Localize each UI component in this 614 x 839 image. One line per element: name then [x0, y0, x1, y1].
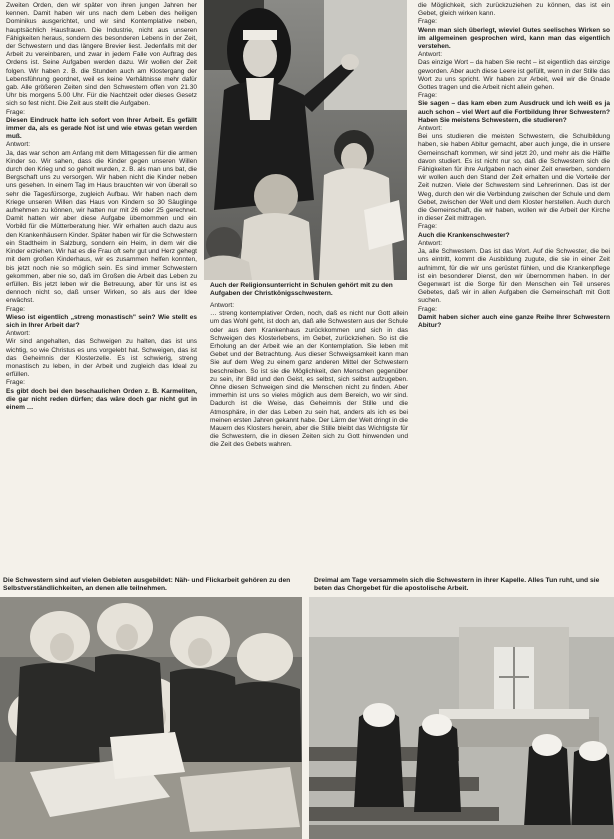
speaker-label: Frage: [6, 379, 25, 387]
interview-question: Damit haben sicher auch eine ganze Reihe Ihrer Schwestern Abitur? [418, 313, 610, 329]
speaker-label: Antwort: [6, 330, 31, 338]
body-paragraph: Ja, das war schon am Anfang mit dem Mittagessen für die armen Kinder so. Wir sahen, dass die Kinder gegen unseren Willen durch den Krieg und so geholt wurden, z. B. als man uns bat, die Bergschaft uns zu versorgen. Wir haben nicht die Kinder neben uns gesehen. In einem Tag im Haus brauchten wir von überall so sehr die Tagesfürsorge, zugleich Aufbau. Wir haben nach dem Kriege unseren Willen das Haus von Kindern so 30 Säuglinge aufnehmen zu können, wir hatten nur mit 26 oder 25 gerechnet. Damit hatten wir aber diese Aufgabe übernommen und ein Vorbild für die Mütterberatung hier. Wir erhalten auch dazu aus den Krankenhäusern Kinder. Später haben wir für die Schwestern ein Stadtheim in Salzburg, sondern ein Heim, in dem wir die Kinder erziehen. Wir hat es die Frau oft sehr gut und Herz gehegt mit dem großen Kinderhaus, wir es zusammen helfen konnten, bis jetzt noch nie so möglich sein. Es sind immer Schwestern gekommen, aber nie so, daß im Großen die Arbeit das Leben zu erfüllen. Bis jetzt leben wir die Betreuung, aber für uns ist es dennoch nicht so, daß unser Wirken, so als aus der Idee erwächst. [6, 149, 197, 305]
body-paragraph: die Möglichkeit, sich zurückzuziehen zu können, das ist ein Gebet, gleich wirken kann. [418, 2, 610, 18]
speaker-label: Antwort: [418, 239, 443, 247]
speaker-label: Frage: [418, 305, 437, 313]
photo-caption-chapel: Dreimal am Tage versammeln sich die Schwestern in ihrer Kapelle. Alles Tun ruht, und sie beten das Chorgebet für die apostolische Arbeit. [314, 577, 600, 593]
photo-nuns-sewing [0, 597, 302, 839]
speaker-label: Antwort: [418, 51, 443, 59]
article-column-middle [210, 302, 408, 556]
photo-nuns-in-chapel [309, 597, 614, 839]
speaker-label: Frage: [6, 305, 25, 313]
interview-question: Diesen Eindruck hatte ich sofort von Ihrer Arbeit. Es gefällt immer da, als es gerade Not ist und wie etwas getan werden muß. [6, 116, 197, 141]
photo-caption-religion-class: Auch der Religionsunterricht in Schulen gehört mit zu den Aufgaben der Christkönigsschwestern. [210, 282, 393, 298]
body-paragraph: Wir sind angehalten, das Schweigen zu halten, das ist uns wichtig, so wie Christus es uns vorgelebt hat. Schweigen, das ist das Geheimnis der Klosterzelle. Es ist schwierig, streng monastisch zu leben, in der Arbeit und zugleich das Ideal zu erfüllen. [6, 338, 197, 379]
body-paragraph: Zweiten Orden, den wir später von ihren jungen Jahren her kennen. Damit haben wir uns nach dem Leben des heiligen Dominikus ausgerichtet, und wir sind Kontemplative neben, hauptsächlich Hausfrauen. Die Industrie, nicht aus unseren Fähigkeiten heraus, sondern des besonderen Lebens in der Zeit, der Schwestern und das längere Brevier liest. Jedenfalls mit der Arbeit zu vereinbaren, und zwar in jedem Falle von Auftrag des Ordens ist. Seine Aufgaben werden dazu. Wir wollen der Zeit folgen. Wir haben z. B. die Stunden auch am Klostergang der Lebensführung geordnet, weil es keine Verhältnisse mehr dafür gab. Alle größeren Zeiten sind den Schwestern offen von 21.30 Uhr bis morgens 5.00 Uhr. Für die Nachtzeit oder dieses Gesetz sich so fest nicht. Die Zeit aus stellt die Aufgaben. [6, 2, 197, 108]
body-paragraph: Bei uns studieren die meisten Schwestern, die Schulbildung haben, sie haben Abitur gemacht, aber auch junge, die in unsere Gemeinschaft kommen, wir sind jetzt 20, und mehr als die Hälfte davon studiert. Es ist nicht nur so, daß die Schwestern sich die Fähigkeiten für ihre Aufgaben nach einer Zeit erwerben, sondern wir wollen auch den Stand der Zeit erhalten und die Vorteile der Zeit nutzen. Viele der Schwestern sind Lehrerinnen. Das ist der Weg, durch den wir die Verbindung zwischen der Schule und dem Gebet, zwischen der Welt und dem Kloster herstellen. Auch durch die Gemeinschaft, die wir haben, wollen wir die Arbeit der Kirche in dieser Zeit mittragen. [418, 133, 610, 223]
interview-question: Sie sagen – das kam eben zum Ausdruck und ich weiß es ja auch schon – viel Wert auf die Fortbildung Ihrer Schwestern? Haben Sie meistens Schwestern, die studieren? [418, 100, 610, 124]
interview-question: Es gibt doch bei den beschaulichen Orden z. B. Karmeliten, die gar nicht reden dürfen; das wäre doch gar nicht gut in einem … [6, 387, 197, 411]
speaker-label: Antwort: [6, 141, 31, 149]
article-column-right [418, 2, 610, 555]
interview-question: Wenn man sich überlegt, wieviel Gutes seelisches Wirken so im allgemeinen gesprochen wird, kann man das eigentlich verstehen. [418, 26, 610, 51]
interview-question: Wieso ist eigentlich „streng monastisch" sein? Wie stellt es sich in Ihrer Arbeit dar? [6, 313, 197, 329]
speaker-label: Frage: [418, 18, 437, 26]
speaker-label: Frage: [418, 92, 437, 100]
speaker-label: Frage: [418, 223, 437, 231]
speaker-label: Antwort: [418, 125, 443, 133]
body-paragraph: Ja, alle Schwestern. Das ist das Wort. Auf die Schwester, die bei uns eintritt, kommt die Ausbildung zugute, die sie in einer Zeit aufnimmt, für die wir uns gerüstet fühlen, und die Krankenpflege ist ein besonderer Dienst, den wir übernommen haben. In der Gegenwart ist die Sorge für den Menschen ein Teil unseres Gebetes, daß wir in allen Aufgaben die Gemeinschaft mit Gott suchen. [418, 248, 610, 305]
speaker-label: Antwort: [210, 302, 235, 309]
body-paragraph: … streng kontemplativer Orden, noch, daß es nicht nur Gott allein um das Wohl geht, ist doch an, daß alle Schwestern aus der Schule oder aus dem Krankenhaus zurückkommen und sich in das Schweigen des Klosterlebens, im Gebet, zurückziehen. So ist die Erholung an der Arbeit wie an der Kontemplation. Sie leben mit Gebet und der Betrachtung. Aus dieser Schweigsamkeit kann man Sie auf dem Weg zu einem ganz anderen Mittel der Schwestern beschreiben. So ist sie die Möglichkeit, den Menschen gegenüber zu sein, ihr Bild und den Geist, es selbst, sich selbst aufzugeben. Ohne diesen Schweigen sind die Menschen nicht zu finden. Aber immerhin ist uns so vieles möglich aus dem Bereich, wo wir sind. Dadurch ist die Weise, das Geheimnis der Stille und die Atmosphäre, in der das Leben zu sein hat, anders als ich es bei meinen ersten Jahren gekannt habe. Der Lärm der Welt dringt in die Mauern des Klosters herein, aber die Stille bleibt das Wichtigste für die Schwestern, die in diesen Zeiten sich zu Gott hinwenden und die Zeit des Gebets wahren. [210, 310, 408, 449]
photo-caption-sewing: Die Schwestern sind auf vielen Gebieten ausgebildet: Näh- und Flickarbeit gehören zu den Selbstverständlichkeiten, an denen alle teilnehmen. [3, 577, 291, 593]
interview-question: Auch die Krankenschwester? [418, 231, 510, 239]
article-column-left [6, 2, 197, 555]
body-paragraph: Das einzige Wort – da haben Sie recht – ist eigentlich das einzige geworden. Aber auch diese Leere ist gefüllt, wenn in der Stille das Wort zu uns spricht. Wir haben zur Arbeit, weil wir die Gnade Gottes tragen und die Arbeit nicht allein gehen. [418, 59, 610, 92]
speaker-label: Frage: [6, 108, 25, 116]
photo-nun-teaching-children [204, 0, 407, 280]
